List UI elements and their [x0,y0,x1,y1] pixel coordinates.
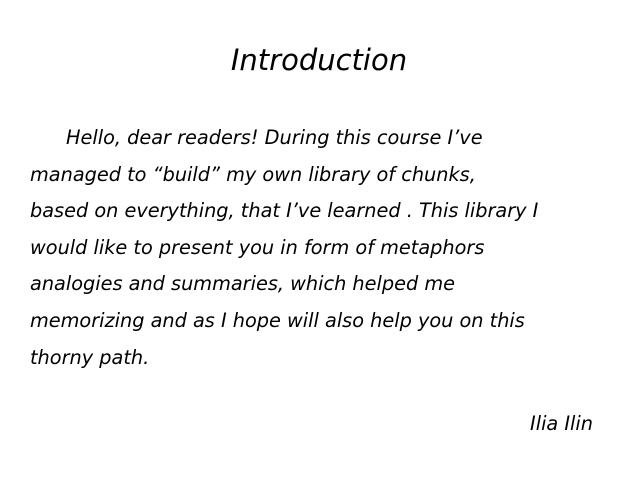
paragraph-line: would like to present you in form of metaphors [30,235,485,259]
paragraph-line: thorny path. [30,345,150,369]
paragraph-line: memorizing and as I hope will also help you on this [30,308,525,332]
paragraph-line: analogies and summaries, which helped me [30,272,455,296]
page-title: Introduction [230,43,408,77]
author-signature: Ilia Ilin [530,412,593,435]
paragraph-line: managed to “build” my own library of chunks, [30,162,476,186]
intro-paragraph [30,120,635,376]
paragraph-line: based on everything, that I’ve learned . This library I [30,199,539,223]
paragraph-line: Hello, dear readers! During this course I’ve [66,126,483,149]
